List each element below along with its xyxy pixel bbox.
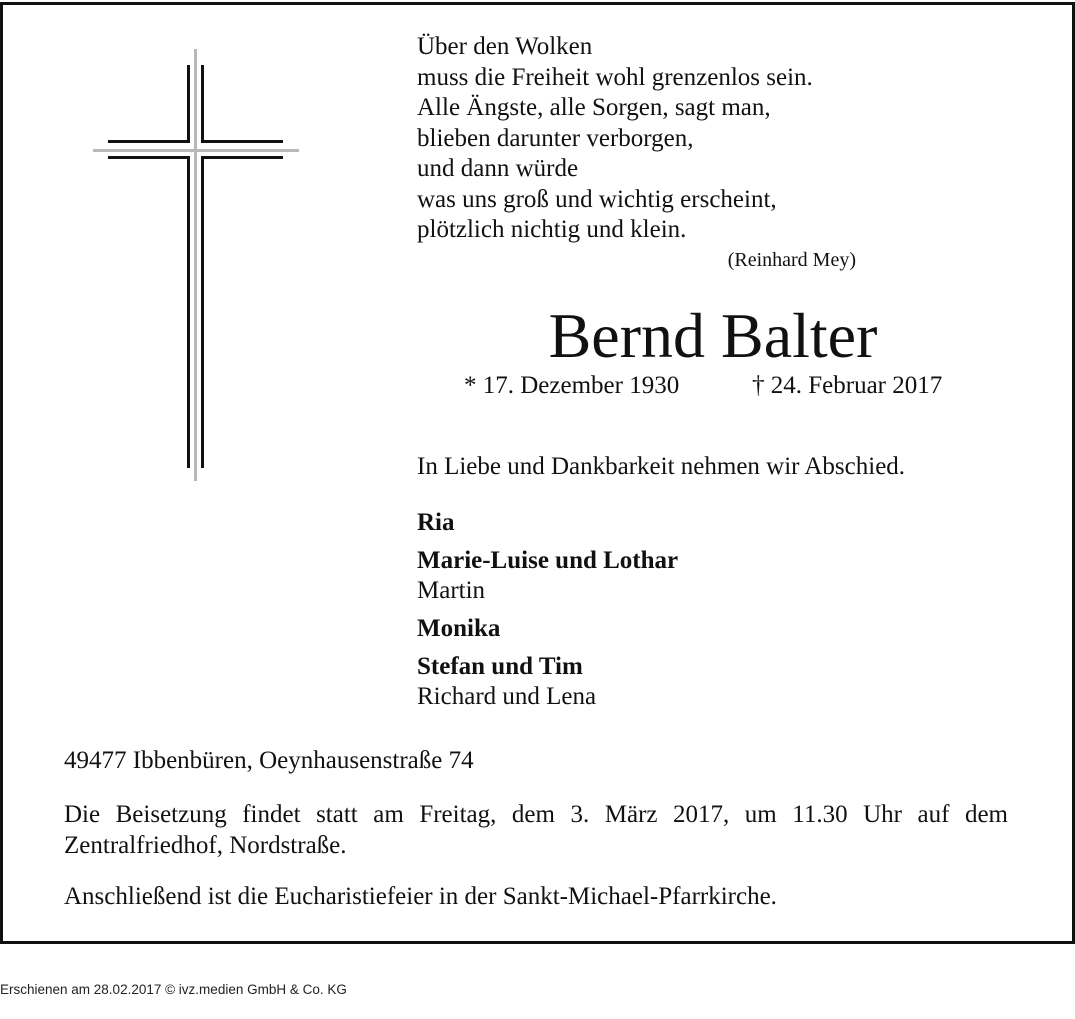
poem-line: was uns groß und wichtig erscheint, [417,185,777,213]
mourner-primary: Stefan und Tim [417,653,583,680]
poem-attribution: (Reinhard Mey) [727,249,856,271]
birth-date: * 17. Dezember 1930 [464,372,680,399]
mourner-secondary: Martin [417,577,486,604]
mourner-primary: Marie-Luise und Lothar [417,547,679,574]
poem-line: Alle Ängste, alle Sorgen, sagt man, [417,94,771,121]
mourner-group [417,652,678,712]
mourners-list [417,508,678,720]
death-date: † 24. Februar 2017 [752,372,943,399]
mourner-secondary: Richard und Lena [417,683,597,710]
mourner-primary: Ria [417,509,455,536]
poem [417,32,937,246]
mass-notice: Anschließend ist die Eucharistiefeier in der Sankt-Michael-Pfarrkirche. [64,883,777,910]
poem-line: Über den Wolken [417,33,593,60]
poem-line: muss die Freiheit wohl grenzenlos sein. [417,63,813,91]
christian-cross-icon [90,45,302,485]
poem-line: und dann würde [417,155,579,182]
poem-line: plötzlich nichtig und klein. [417,216,687,243]
mourner-group [417,508,678,538]
funeral-notice: Die Beisetzung findet statt am Freitag, dem 3. März 2017, um 11.30 Uhr auf dem Zentralfriedhof, Nordstraße. [64,801,1008,859]
mourner-group [417,546,678,606]
publication-footer: Erschienen am 28.02.2017 © ivz.medien GmbH & Co. KG [0,982,347,997]
farewell-text: In Liebe und Dankbarkeit nehmen wir Abschied. [417,453,906,480]
family-address: 49477 Ibbenbüren, Oeynhausenstraße 74 [64,747,474,774]
mourner-group [417,614,678,644]
deceased-name: Bernd Balter [548,300,878,371]
mourner-primary: Monika [417,615,501,642]
poem-line: blieben darunter verborgen, [417,124,694,152]
